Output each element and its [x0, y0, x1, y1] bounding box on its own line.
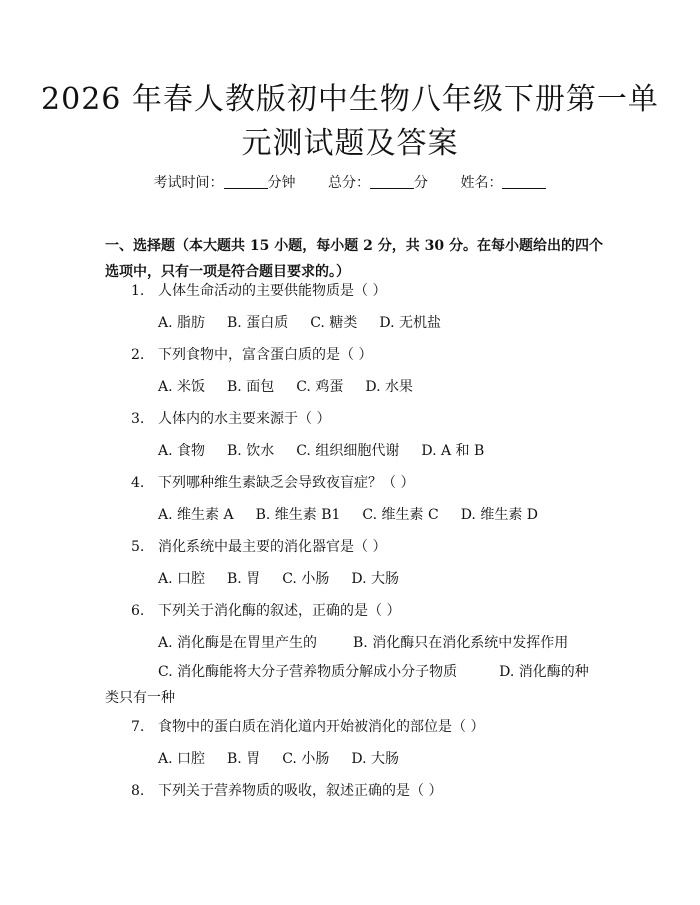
question-number: 1. — [131, 283, 145, 299]
score-unit: 分 — [414, 175, 428, 191]
time-blank — [224, 174, 268, 189]
question-5-options — [158, 570, 421, 588]
question-2 — [131, 346, 372, 364]
name-label: 姓名： — [460, 175, 503, 191]
question-8 — [131, 782, 442, 800]
option-c: C. 维生素 C — [362, 507, 439, 523]
title-line-1: 2026 年春人教版初中生物八年级下册第一单 — [41, 82, 659, 117]
question-number: 8. — [131, 783, 145, 799]
name-blank — [502, 174, 546, 189]
question-2-options — [158, 378, 435, 396]
name-field — [460, 172, 546, 192]
score-field — [328, 172, 428, 192]
option-d: D. 无机盐 — [379, 315, 441, 331]
question-4 — [131, 474, 414, 492]
section-heading: 一、选择题（本大题共 15 小题，每小题 2 分，共 30 分。在每小题给出的四个选项中，只有一项是符合题目要求的。） — [105, 238, 603, 280]
question-7-options — [158, 750, 421, 768]
title-line-2: 元测试题及答案 — [241, 126, 459, 161]
question-4-options — [158, 506, 560, 524]
question-number: 2. — [131, 347, 145, 363]
question-number: 7. — [131, 719, 145, 735]
question-5 — [131, 538, 386, 556]
time-unit: 分钟 — [267, 175, 296, 191]
question-text: 人体生命活动的主要供能物质是（ ） — [158, 283, 387, 299]
option-c: C. 组织细胞代谢 — [296, 443, 400, 459]
option-b: B. 蛋白质 — [227, 315, 289, 331]
question-text: 下列关于营养物质的吸收，叙述正确的是（ ） — [158, 783, 443, 799]
option-a: A. 消化酶是在胃里产生的 — [158, 635, 318, 651]
question-7 — [131, 718, 484, 736]
option-a: A. 食物 — [158, 443, 206, 459]
option-d: D. 大肠 — [351, 751, 399, 767]
option-a: A. 口腔 — [158, 571, 206, 587]
question-text: 下列食物中，富含蛋白质的是（ ） — [158, 347, 373, 363]
question-number: 4. — [131, 475, 145, 491]
option-a: A. 口腔 — [158, 751, 206, 767]
option-b: B. 胃 — [227, 571, 261, 587]
option-b: B. 胃 — [227, 751, 261, 767]
option-d: D. 大肠 — [351, 571, 399, 587]
option-c: C. 糖类 — [310, 315, 358, 331]
option-d: D. A 和 B — [421, 443, 485, 459]
document-title — [40, 78, 660, 166]
question-1-options — [158, 314, 463, 332]
score-label: 总分： — [328, 175, 370, 191]
option-c: C. 鸡蛋 — [296, 379, 344, 395]
time-field — [154, 172, 296, 192]
question-text: 人体内的水主要来源于（ ） — [158, 411, 331, 427]
option-d: D. 维生素 D — [460, 507, 539, 523]
question-3-options — [158, 442, 506, 460]
option-b: B. 饮水 — [227, 443, 275, 459]
question-text: 食物中的蛋白质在消化道内开始被消化的部位是（ ） — [158, 719, 485, 735]
question-1 — [131, 282, 386, 300]
option-a: A. 维生素 A — [158, 507, 234, 523]
option-c: C. 小肠 — [282, 751, 330, 767]
score-blank — [370, 174, 414, 189]
option-a: A. 米饭 — [158, 379, 206, 395]
question-3 — [131, 410, 330, 428]
exam-meta — [0, 172, 700, 192]
time-label: 考试时间： — [153, 175, 224, 191]
question-6-options — [158, 634, 590, 652]
option-b: B. 面包 — [227, 379, 275, 395]
option-a: A. 脂肪 — [158, 315, 206, 331]
option-d: D. 水果 — [365, 379, 413, 395]
question-number: 3. — [131, 411, 145, 427]
question-6-options-wrapped: C. 消化酶能将大分子营养物质分解成小分子物质 D. 消化酶的种类只有一种 — [105, 664, 589, 706]
option-b: B. 维生素 B1 — [255, 507, 341, 523]
question-text: 下列关于消化酶的叙述，正确的是（ ） — [158, 603, 401, 619]
question-number: 5. — [131, 539, 145, 555]
question-6 — [131, 602, 400, 620]
question-text: 下列哪种维生素缺乏会导致夜盲症？（ ） — [158, 475, 415, 491]
question-text: 消化系统中最主要的消化器官是（ ） — [158, 539, 387, 555]
option-b: B. 消化酶只在消化系统中发挥作用 — [353, 635, 569, 651]
question-number: 6. — [131, 603, 145, 619]
option-c: C. 小肠 — [282, 571, 330, 587]
